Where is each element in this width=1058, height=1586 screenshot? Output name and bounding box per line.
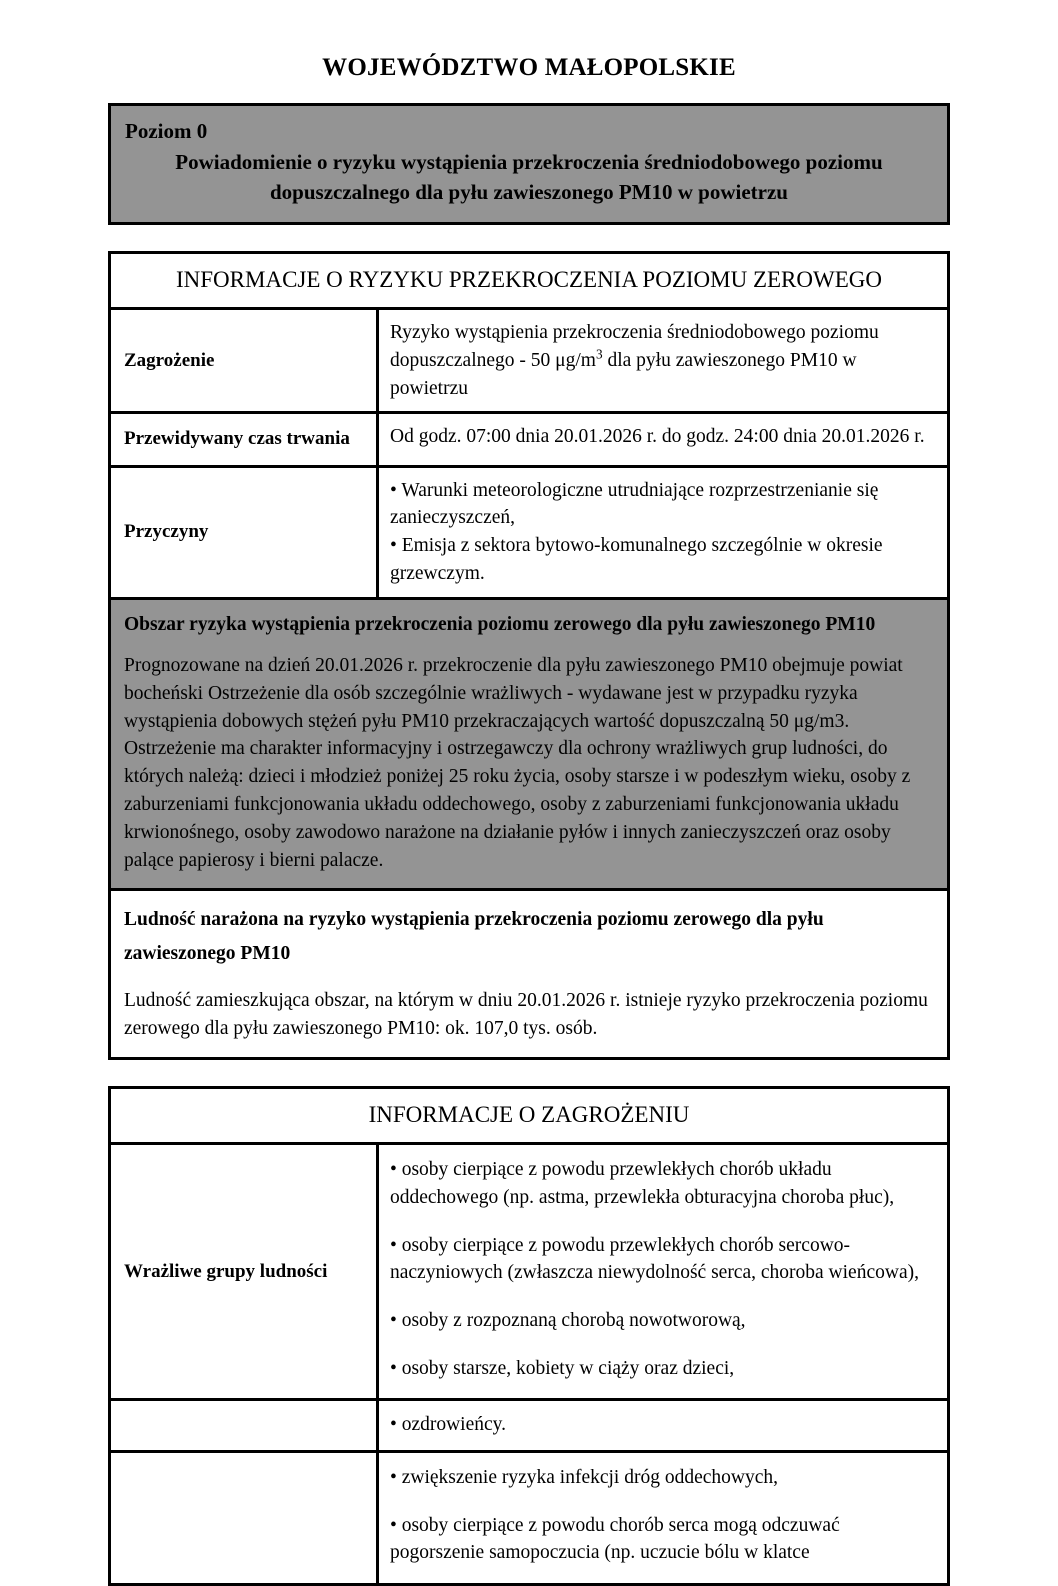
exposed-population-block — [111, 891, 947, 1057]
row-label-hazard: Zagrożenie — [111, 310, 379, 411]
row-value-causes — [379, 468, 947, 597]
row-value-duration: Od godz. 07:00 dnia 20.01.2026 r. do godz. 24:00 dnia 20.01.2026 r. — [390, 426, 925, 448]
hazard-text-suffix: dla pyłu zawieszonego PM10 w powietrzu — [390, 350, 857, 399]
effects-list — [379, 1453, 947, 1583]
list-item: • osoby starsze, kobiety w ciąży oraz dzieci, — [390, 1357, 735, 1379]
cause-item: • Emisja z sektora bytowo-komunalnego szczególnie w okresie grzewczym. — [390, 535, 883, 584]
risk-information-table — [108, 251, 950, 1060]
exposed-population-body: Ludność zamieszkująca obszar, na którym w dniu 20.01.2026 r. istnieje ryzyko przekroczenia poziomu zerowego dla pyłu zawieszonego PM10: ok. 107,0 tys. osób. — [124, 990, 928, 1039]
list-item: • osoby cierpiące z powodu chorób serca mogą odczuwać pogorszenie samopoczucia (np. uczucie bólu w klatce — [390, 1514, 840, 1564]
banner-description: Powiadomienie o ryzyku wystąpienia przekroczenia średniodobowego poziomu dopuszczalnego dla pyłu zawieszonego PM10 w powietrzu — [175, 150, 883, 205]
row-label-sensitive-groups: Wrażliwe grupy ludności — [111, 1145, 379, 1398]
table-row — [111, 310, 947, 414]
banner-level-label: Poziom 0 — [125, 118, 208, 143]
row-label-duration: Przewidywany czas trwania — [111, 414, 379, 464]
table-row — [111, 1453, 947, 1583]
row-label-effects — [111, 1453, 379, 1583]
row-value-hazard — [379, 310, 947, 411]
cause-item: • Warunki meteorologiczne utrudniające rozprzestrzenianie się zanieczyszczeń, — [390, 479, 879, 529]
hazard-exponent: 3 — [595, 346, 603, 362]
row-value-recovered — [379, 1401, 947, 1450]
hazard-information-table — [108, 1086, 950, 1586]
risk-area-block — [111, 600, 947, 891]
exposed-population-title: Ludność narażona na ryzyko wystąpienia przekroczenia poziomu zerowego dla pyłu zawieszonego PM10 — [124, 908, 824, 964]
table-row — [111, 414, 947, 467]
table-row — [111, 468, 947, 600]
page-title: WOJEWÓDZTWO MAŁOPOLSKIE — [322, 54, 736, 81]
list-item: • osoby cierpiące z powodu przewlekłych chorób sercowo-naczyniowych (zwłaszcza niewydolność serca, choroba wieńcowa), — [390, 1234, 919, 1284]
risk-table-title: INFORMACJE O RYZYKU PRZEKROCZENIA POZIOMU ZEROWEGO — [111, 254, 947, 310]
risk-area-body: Prognozowane na dzień 20.01.2026 r. przekroczenie dla pyłu zawieszonego PM10 obejmuje powiat bocheński Ostrzeżenie dla osób szczególnie wrażliwych - wydawane jest w przypadku ryzyka wystąpienia dobowych stężeń pyłu PM10 przekraczających wartość dopuszczalną 50 μg/m3. Ostrzeżenie ma charakter informacyjny i ostrzegawczy dla ochrony wrażliwych grup ludności, do których należą: dzieci i młodzież poniżej 25 roku życia, osoby starsze i w podeszłym wieku, osoby z zaburzeniami funkcjonowania układu oddechowego, osoby z zaburzeniami funkcjonowania układu krwionośnego, osoby zawodowo narażone na działanie pyłów i innych zanieczyszczeń oraz osoby palące papierosy i bierni palacze. — [124, 654, 911, 871]
hazard-table-title: INFORMACJE O ZAGROŻENIU — [111, 1089, 947, 1145]
risk-area-title: Obszar ryzyka wystąpienia przekroczenia poziomu zerowego dla pyłu zawieszonego PM10 — [124, 613, 876, 635]
row-value-effects — [379, 1453, 947, 1583]
row-label-blank — [111, 1401, 379, 1450]
list-item: • osoby z rozpoznaną chorobą nowotworową, — [390, 1309, 746, 1331]
table-row — [111, 1145, 947, 1401]
sensitive-groups-list — [379, 1145, 947, 1398]
list-item: • osoby cierpiące z powodu przewlekłych chorób układu oddechowego (np. astma, przewlekła obturacyjna choroba płuc), — [390, 1159, 895, 1208]
list-item: • zwiększenie ryzyka infekcji dróg oddechowych, — [390, 1467, 779, 1489]
row-label-causes: Przyczyny — [111, 468, 379, 597]
table-row — [111, 1401, 947, 1453]
level-banner — [108, 103, 950, 225]
hazard-text-prefix: Ryzyko wystąpienia przekroczenia średniodobowego poziomu dopuszczalnego - 50 μg/m — [390, 322, 879, 371]
list-item: • ozdrowieńcy. — [390, 1414, 507, 1436]
row-value-sensitive-groups — [379, 1145, 947, 1398]
